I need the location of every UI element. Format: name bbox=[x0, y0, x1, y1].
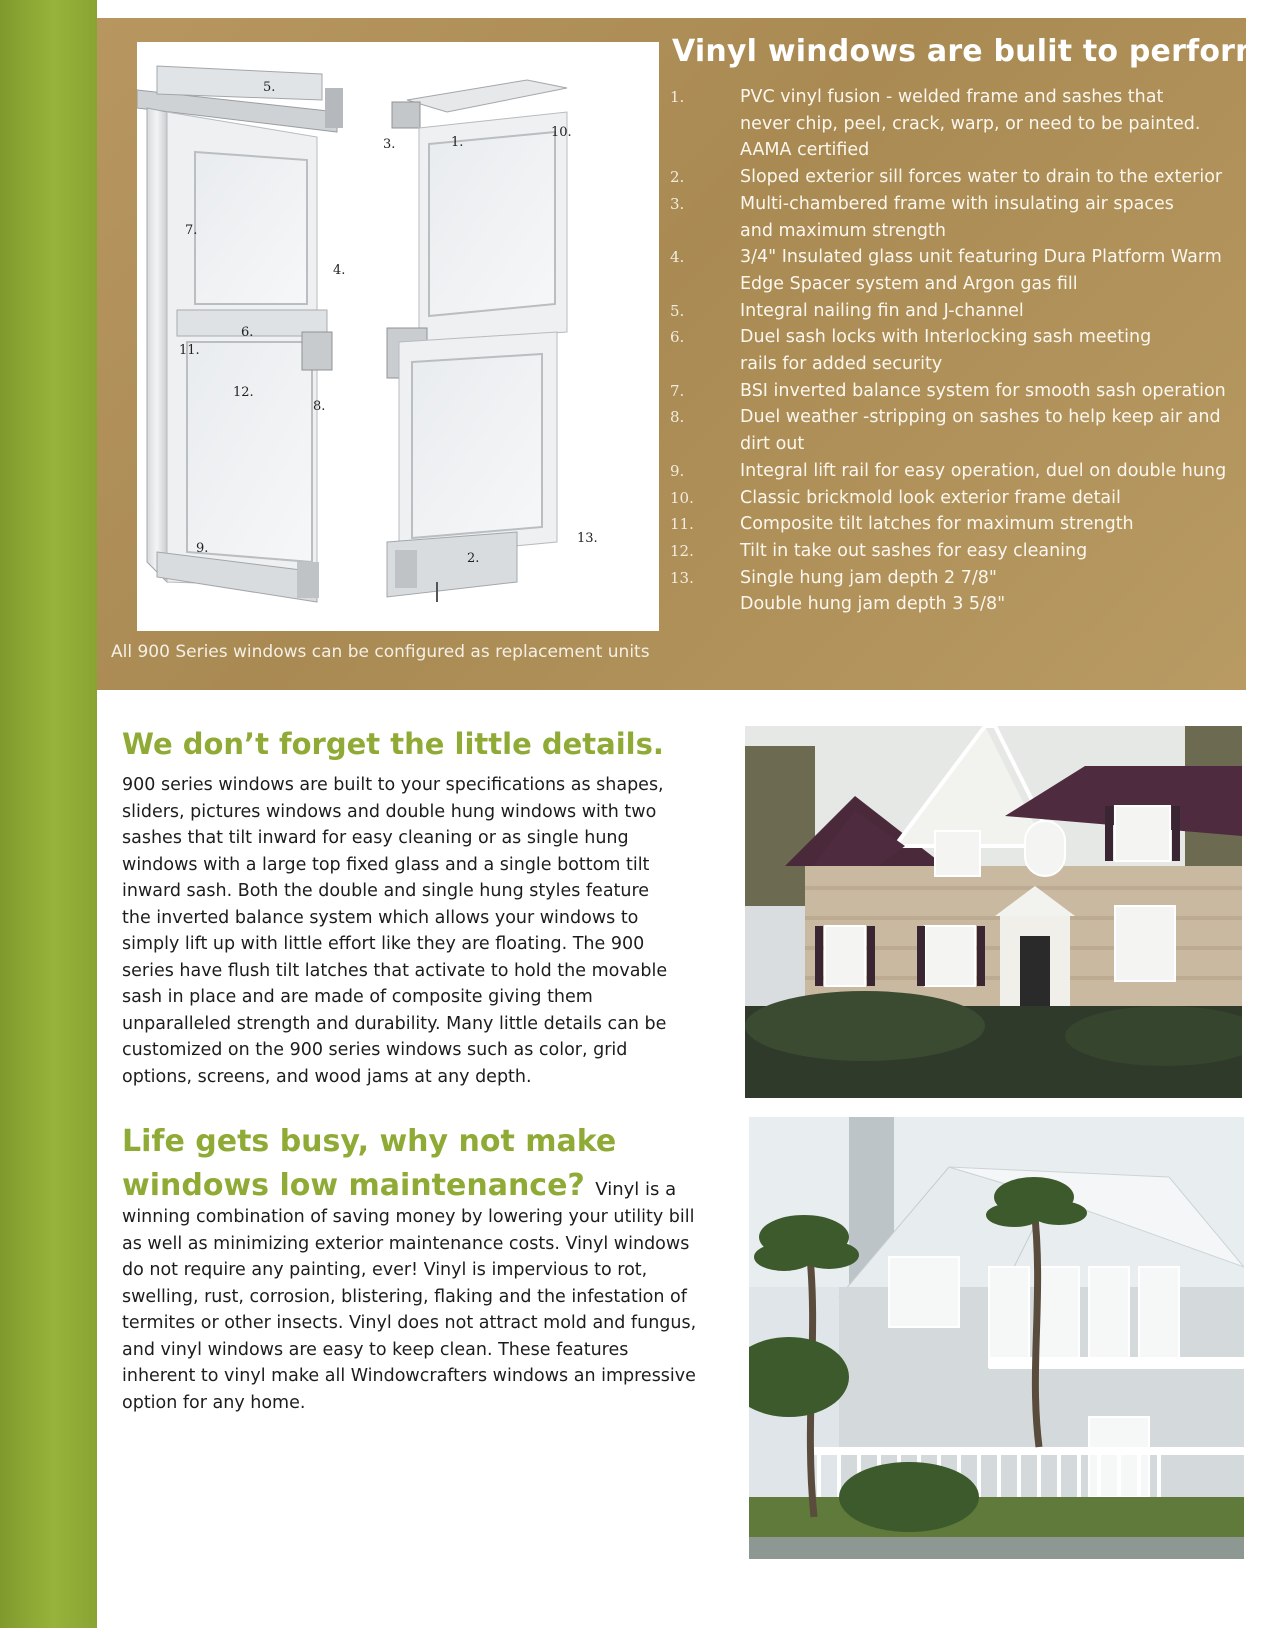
feature-list bbox=[670, 84, 1240, 618]
feature-number: 2. bbox=[670, 168, 685, 187]
details-paragraph: 900 series windows are built to your specifications as shapes, sliders, pictures windows and double hung windows with two sashes that tilt inward for easy cleaning or as single hung windows with a large top fixed glass and a single bottom tilt inward sash. Both the double and single hung styles feature the inverted balance system which allows your windows to simply lift up with little effort like they are floating. The 900 series have flush tilt latches that activate to hold the movable sash in place and are made of composite giving them unparalleled strength and durability. Many little details can be customized on the 900 series windows such as color, grid options, screens, and wood jams at any depth. bbox=[122, 775, 668, 1087]
feature-number: 5. bbox=[670, 301, 685, 320]
feature-item bbox=[670, 298, 1240, 325]
feature-number: 6. bbox=[670, 328, 685, 347]
diagram-label-12: 12. bbox=[233, 385, 254, 400]
panel-title: Vinyl windows are bulit to perform bbox=[672, 34, 1267, 69]
feature-number: 11. bbox=[670, 515, 694, 534]
diagram-label-2: 2. bbox=[467, 551, 480, 566]
feature-item bbox=[670, 244, 1240, 297]
feature-text-line: Single hung jam depth 2 7/8" bbox=[740, 567, 997, 588]
feature-item bbox=[670, 565, 1240, 618]
feature-text-line: Edge Spacer system and Argon gas fill bbox=[740, 273, 1078, 294]
feature-item bbox=[670, 458, 1240, 485]
feature-text-line: rails for added security bbox=[740, 354, 943, 375]
diagram-caption: All 900 Series windows can be configured as replacement units bbox=[111, 642, 650, 662]
diagram-label-7: 7. bbox=[185, 223, 198, 238]
diagram-label-13: 13. bbox=[577, 531, 598, 546]
left-green-sidebar bbox=[0, 0, 97, 1628]
feature-item bbox=[670, 538, 1240, 565]
brick-house-photo bbox=[745, 726, 1242, 1098]
diagram-label-4: 4. bbox=[333, 263, 346, 278]
feature-text-line: PVC vinyl fusion - welded frame and sashes that bbox=[740, 87, 1164, 107]
feature-text-line: Double hung jam depth 3 5/8" bbox=[740, 594, 1006, 615]
feature-text-line: 3/4" Insulated glass unit featuring Dura Platform Warm bbox=[740, 247, 1222, 268]
feature-text-line: never chip, peel, crack, warp, or need to be painted. bbox=[740, 113, 1201, 134]
feature-item bbox=[670, 485, 1240, 512]
feature-item bbox=[670, 191, 1240, 244]
diagram-right-sash bbox=[387, 80, 567, 602]
feature-text-line: Multi-chambered frame with insulating air spaces bbox=[740, 193, 1174, 214]
feature-text-line: Duel sash locks with Interlocking sash meeting bbox=[740, 327, 1152, 348]
maintenance-heading-line1: Life gets busy, why not make bbox=[122, 1124, 617, 1159]
feature-text-line: Duel weather -stripping on sashes to help keep air and bbox=[740, 407, 1221, 428]
diagram-label-5: 5. bbox=[263, 80, 276, 95]
feature-text-line: Integral lift rail for easy operation, duel on double hung bbox=[740, 460, 1227, 481]
feature-number: 9. bbox=[670, 461, 685, 480]
window-cutaway-diagram bbox=[137, 42, 659, 631]
feature-item bbox=[670, 404, 1240, 457]
diagram-label-8: 8. bbox=[313, 399, 326, 414]
diagram-left-frame bbox=[137, 66, 346, 602]
feature-item bbox=[670, 164, 1240, 191]
feature-number: 1. bbox=[670, 88, 685, 106]
feature-text-line: and maximum strength bbox=[740, 220, 946, 241]
feature-number: 4. bbox=[670, 248, 685, 267]
feature-number: 12. bbox=[670, 541, 694, 560]
feature-text-line: Tilt in take out sashes for easy cleaning bbox=[740, 540, 1088, 561]
feature-item bbox=[670, 378, 1240, 405]
diagram-label-6: 6. bbox=[241, 325, 254, 340]
feature-text-line: BSI inverted balance system for smooth sash operation bbox=[740, 380, 1226, 401]
details-heading: We don’t forget the little details. bbox=[122, 727, 664, 761]
feature-item bbox=[670, 324, 1240, 377]
diagram-label-1: 1. bbox=[451, 135, 464, 150]
feature-text-line: Sloped exterior sill forces water to drain to the exterior bbox=[740, 167, 1223, 188]
maintenance-heading bbox=[122, 1120, 692, 1212]
maintenance-heading-line2: windows low maintenance? bbox=[122, 1168, 585, 1203]
feature-number: 3. bbox=[670, 194, 685, 213]
diagram-label-10: 10. bbox=[551, 125, 572, 140]
maintenance-paragraph: winning combination of saving money by lowering your utility bill as well as minimizing exterior maintenance costs. Vinyl windows do not require any painting, ever! Vinyl is impervious to rot, swelling, rust, corrosion, blistering, flaking and the infestation of termites or other insects. Vinyl does not attract mold and fungus, and vinyl windows are easy to keep clean. These features inherent to vinyl make all Windowcrafters windows an impressive option for any home. bbox=[122, 1207, 697, 1413]
feature-text-line: Composite tilt latches for maximum strength bbox=[740, 514, 1134, 535]
diagram-label-3: 3. bbox=[383, 137, 396, 152]
feature-text-line: Integral nailing fin and J-channel bbox=[740, 300, 1024, 321]
coastal-house-photo bbox=[749, 1117, 1244, 1559]
feature-number: 13. bbox=[670, 568, 694, 587]
feature-text-line: Classic brickmold look exterior frame detail bbox=[740, 487, 1121, 508]
feature-item bbox=[670, 511, 1240, 538]
feature-text-line: AAMA certified bbox=[740, 140, 870, 161]
feature-item bbox=[670, 84, 1240, 164]
diagram-label-11: 11. bbox=[179, 343, 200, 358]
feature-number: 7. bbox=[670, 381, 685, 400]
feature-text-line: dirt out bbox=[740, 434, 805, 455]
feature-number: 8. bbox=[670, 408, 685, 427]
feature-number: 10. bbox=[670, 488, 694, 507]
diagram-label-9: 9. bbox=[196, 541, 209, 556]
maintenance-inline-start: Vinyl is a bbox=[595, 1179, 677, 1200]
